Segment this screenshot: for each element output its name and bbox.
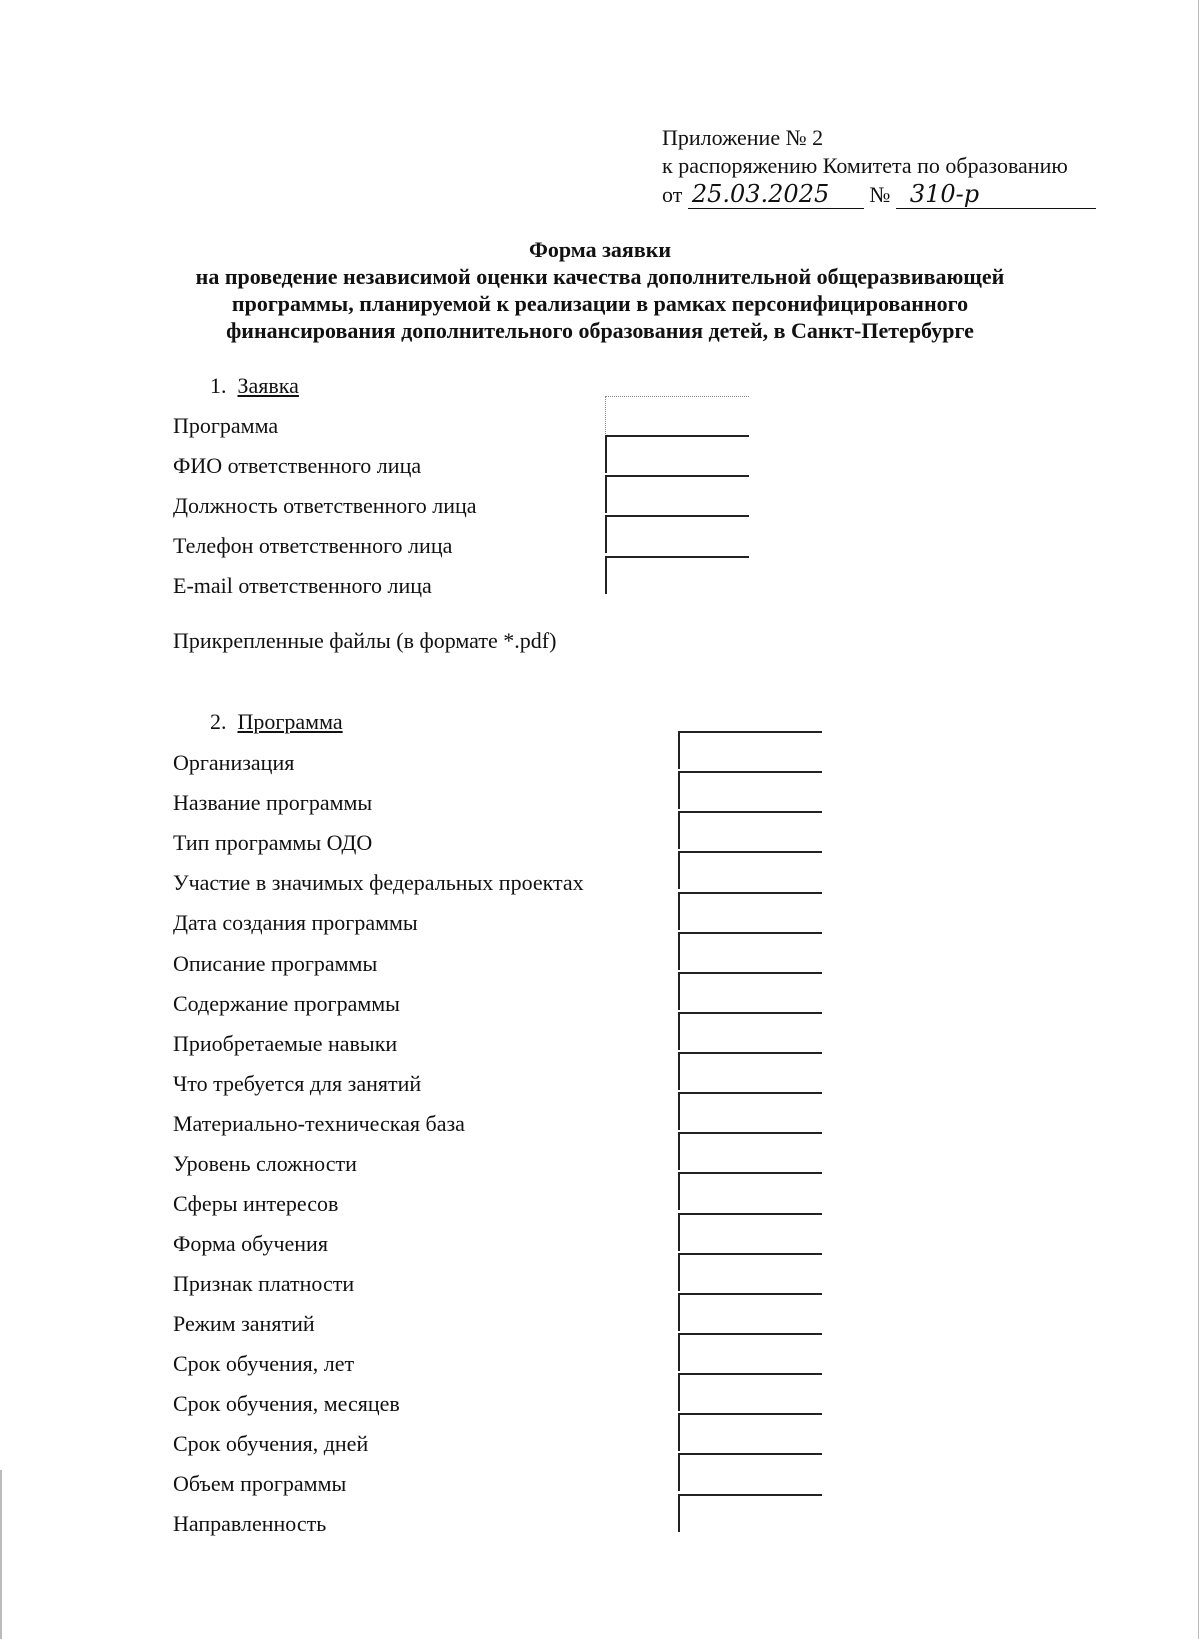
field-label-content: Содержание программы: [173, 991, 400, 1016]
input-box-learning-form[interactable]: [678, 1213, 822, 1251]
field-label-direction: Направленность: [173, 1511, 327, 1536]
input-box-duration-months[interactable]: [678, 1373, 822, 1411]
field-label-organization: Организация: [173, 750, 295, 775]
input-box-organization[interactable]: [678, 731, 822, 769]
date-prefix: от: [662, 182, 683, 207]
number-prefix: №: [869, 182, 891, 207]
field-label-requirements: Что требуется для занятий: [173, 1071, 422, 1096]
field-label-difficulty: Уровень сложности: [173, 1151, 357, 1176]
form-title-line-1: Форма заявки: [528, 237, 672, 262]
input-box-direction[interactable]: [678, 1494, 822, 1532]
field-label-volume: Объем программы: [173, 1471, 347, 1496]
appendix-date-number: [662, 180, 1096, 209]
field-label-duration-years: Срок обучения, лет: [173, 1351, 355, 1376]
field-label-program-name: Название программы: [173, 790, 373, 815]
scan-edge-right: [1198, 0, 1199, 1639]
appendix-reference: к распоряжению Комитета по образованию: [662, 153, 1068, 178]
input-box-content[interactable]: [678, 972, 822, 1010]
field-label-interests: Сферы интересов: [173, 1191, 339, 1216]
input-box-difficulty[interactable]: [678, 1132, 822, 1170]
input-box-responsible-phone[interactable]: [605, 515, 749, 553]
input-box-federal-projects[interactable]: [678, 851, 822, 889]
field-label-paid-flag: Признак платности: [173, 1271, 355, 1296]
handwritten-number: 310-р: [896, 180, 1096, 209]
input-box-duration-days[interactable]: [678, 1413, 822, 1451]
field-label-duration-months: Срок обучения, месяцев: [173, 1391, 400, 1416]
input-box-responsible-name[interactable]: [605, 435, 749, 473]
input-box-skills[interactable]: [678, 1012, 822, 1050]
field-label-schedule: Режим занятий: [173, 1311, 315, 1336]
input-box-schedule[interactable]: [678, 1293, 822, 1331]
input-box-program-name[interactable]: [678, 771, 822, 809]
input-box-responsible-position[interactable]: [605, 475, 749, 513]
section-1-heading: [210, 373, 299, 399]
field-label-responsible-name: ФИО ответственного лица: [173, 453, 422, 478]
input-box-creation-date[interactable]: [678, 892, 822, 930]
field-label-responsible-position: Должность ответственного лица: [173, 493, 477, 518]
field-label-skills: Приобретаемые навыки: [173, 1031, 398, 1056]
input-box-duration-years[interactable]: [678, 1333, 822, 1371]
field-label-creation-date: Дата создания программы: [173, 910, 418, 935]
field-label-federal-projects: Участие в значимых федеральных проектах: [173, 870, 584, 895]
field-label-duration-days: Срок обучения, дней: [173, 1431, 369, 1456]
form-title-line-3: программы, планируемой к реализации в рамках персонифицированного: [231, 291, 969, 316]
form-title-line-2: на проведение независимой оценки качества дополнительной общеразвивающей: [195, 264, 1005, 289]
input-box-program-type[interactable]: [678, 811, 822, 849]
section-1-number: 1.: [210, 373, 227, 398]
field-label-program: Программа: [173, 413, 279, 438]
input-box-description[interactable]: [678, 932, 822, 970]
input-box-paid-flag[interactable]: [678, 1253, 822, 1291]
input-box-program[interactable]: [605, 396, 749, 434]
scan-edge-left: [0, 1470, 2, 1639]
input-box-responsible-email[interactable]: [605, 556, 749, 594]
field-label-facilities: Материально-техническая база: [173, 1111, 465, 1136]
input-box-volume[interactable]: [678, 1453, 822, 1491]
input-box-facilities[interactable]: [678, 1092, 822, 1130]
section-2-number: 2.: [210, 709, 227, 734]
field-label-learning-form: Форма обучения: [173, 1231, 328, 1256]
handwritten-date: 25.03.2025: [688, 180, 864, 209]
appendix-title: Приложение № 2: [662, 125, 824, 150]
attachments-label: Прикрепленные файлы (в формате *.pdf): [173, 628, 557, 653]
field-label-responsible-phone: Телефон ответственного лица: [173, 533, 453, 558]
section-2-heading: [210, 709, 343, 735]
form-title-line-4: финансирования дополнительного образования детей, в Санкт-Петербурге: [226, 318, 974, 343]
input-box-requirements[interactable]: [678, 1052, 822, 1090]
field-label-description: Описание программы: [173, 951, 378, 976]
section-2-title: Программа: [237, 709, 343, 734]
field-label-program-type: Тип программы ОДО: [173, 830, 373, 855]
field-label-responsible-email: E-mail ответственного лица: [173, 573, 432, 598]
input-box-interests[interactable]: [678, 1172, 822, 1210]
appendix-header: [662, 124, 1096, 209]
form-title: [0, 236, 1200, 344]
section-1-title: Заявка: [237, 373, 299, 398]
